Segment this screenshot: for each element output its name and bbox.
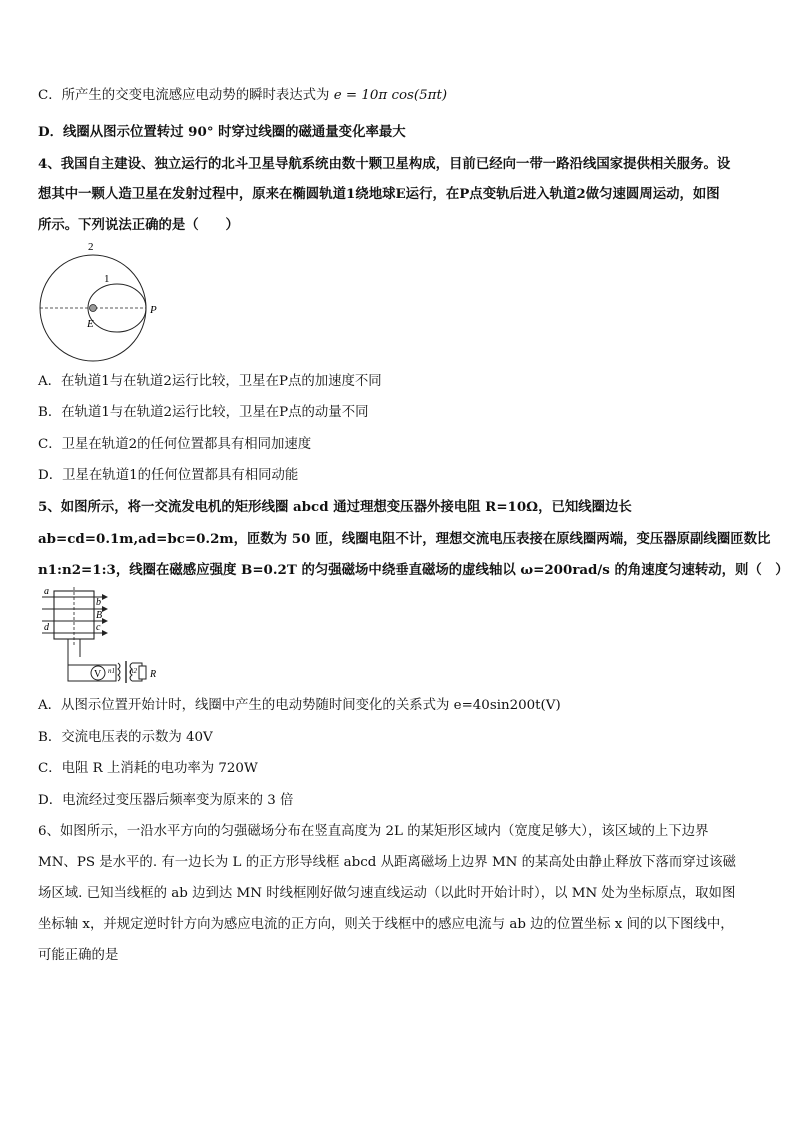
q6-stem-line2: MN、PS 是水平的. 有一边长为 L 的正方形导线框 abcd 从距离磁场上边界 MN 的某高处由静止释放下落而穿过该磁 <box>38 855 736 870</box>
arrow-mid2 <box>102 618 108 624</box>
q5-option-b: B．交流电压表的示数为 40V <box>38 730 213 745</box>
arrow-top <box>102 594 108 600</box>
label-c: c <box>96 622 101 633</box>
q6-stem-line4: 坐标轴 x，并规定逆时针方向为感应电流的正方向，则关于线框中的感应电流与 ab 边的位置坐标 x 间的以下图线中， <box>38 917 734 932</box>
q4-stem-line2: 想其中一颗人造卫星在发射过程中，原来在椭圆轨道1绕地球E运行，在P点变轨后进入轨道2做匀速圆周运动，如图 <box>38 186 720 202</box>
label-b: b <box>96 597 101 608</box>
q6-stem-line1: 6、如图所示，一沿水平方向的匀强磁场分布在竖直高度为 2L 的某矩形区域内（宽度足够大），该区域的上下边界 <box>38 824 709 839</box>
label-orbit-2: 2 <box>88 241 94 253</box>
label-d: d <box>44 622 49 633</box>
q5-stem-line3: n1:n2=1:3，线圈在磁感应强度 B=0.2T 的匀强磁场中绕垂直磁场的虚线轴以 ω=200rad/s 的角速度匀速转动，则（ ） <box>38 562 789 578</box>
arrow-mid1 <box>102 606 108 612</box>
q6-stem-line3: 场区域. 已知当线框的 ab 边到达 MN 时线框刚好做匀速直线运动（以此时开始计时），以 MN 处为坐标原点，取如图 <box>38 886 736 901</box>
primary-coil <box>118 663 120 681</box>
label-earth: E <box>87 318 94 330</box>
label-voltmeter: V <box>94 669 102 680</box>
q5-option-c: C．电阻 R 上消耗的电功率为 720W <box>38 761 258 776</box>
label-n2: n2 <box>130 667 137 675</box>
q3-option-c-text: C．所产生的交变电流感应电动势的瞬时表达式为 <box>38 88 330 103</box>
label-n1: n1 <box>108 667 115 675</box>
label-orbit-1: 1 <box>104 273 110 285</box>
q3-option-c-formula: e = 10π cos(5πt) <box>333 88 448 103</box>
q4-option-d: D．卫星在轨道1的任何位置都具有相同动能 <box>38 468 299 483</box>
resistor-r <box>139 666 146 679</box>
arrow-bottom <box>102 630 108 636</box>
q4-option-a: A．在轨道1与在轨道2运行比较，卫星在P点的加速度不同 <box>38 374 382 389</box>
earth-dot <box>90 305 97 312</box>
q4-orbit-figure <box>34 238 166 364</box>
q4-stem-line3: 所示。下列说法正确的是（ ） <box>38 217 239 233</box>
label-a: a <box>44 586 49 597</box>
q5-generator-figure <box>38 585 168 685</box>
q5-option-d: D．电流经过变压器后频率变为原来的 3 倍 <box>38 793 294 808</box>
q5-option-a: A．从图示位置开始计时，线圈中产生的电动势随时间变化的关系式为 e=40sin200t(V) <box>38 698 561 713</box>
q4-option-c: C．卫星在轨道2的任何位置都具有相同加速度 <box>38 437 312 452</box>
q4-stem-line1: 4、我国自主建设、独立运行的北斗卫星导航系统由数十颗卫星构成，目前已经向一带一路沿线国家提供相关服务。设 <box>38 156 731 172</box>
label-field-b: B <box>96 610 103 621</box>
label-point-p: P <box>150 304 157 316</box>
q5-stem-line2: ab=cd=0.1m,ad=bc=0.2m，匝数为 50 匝，线圈电阻不计，理想交流电压表接在原线圈两端，变压器原副线圈匝数比 <box>38 531 771 547</box>
label-r: R <box>150 669 157 680</box>
q5-stem-line1: 5、如图所示，将一交流发电机的矩形线圈 abcd 通过理想变压器外接电阻 R=10Ω，已知线圈边长 <box>38 499 632 515</box>
q3-option-c <box>38 86 764 106</box>
q4-option-b: B．在轨道1与在轨道2运行比较，卫星在P点的动量不同 <box>38 405 369 420</box>
q3-option-d: D．线圈从图示位置转过 90° 时穿过线圈的磁通量变化率最大 <box>38 124 406 140</box>
q6-stem-line5: 可能正确的是 <box>38 948 119 963</box>
